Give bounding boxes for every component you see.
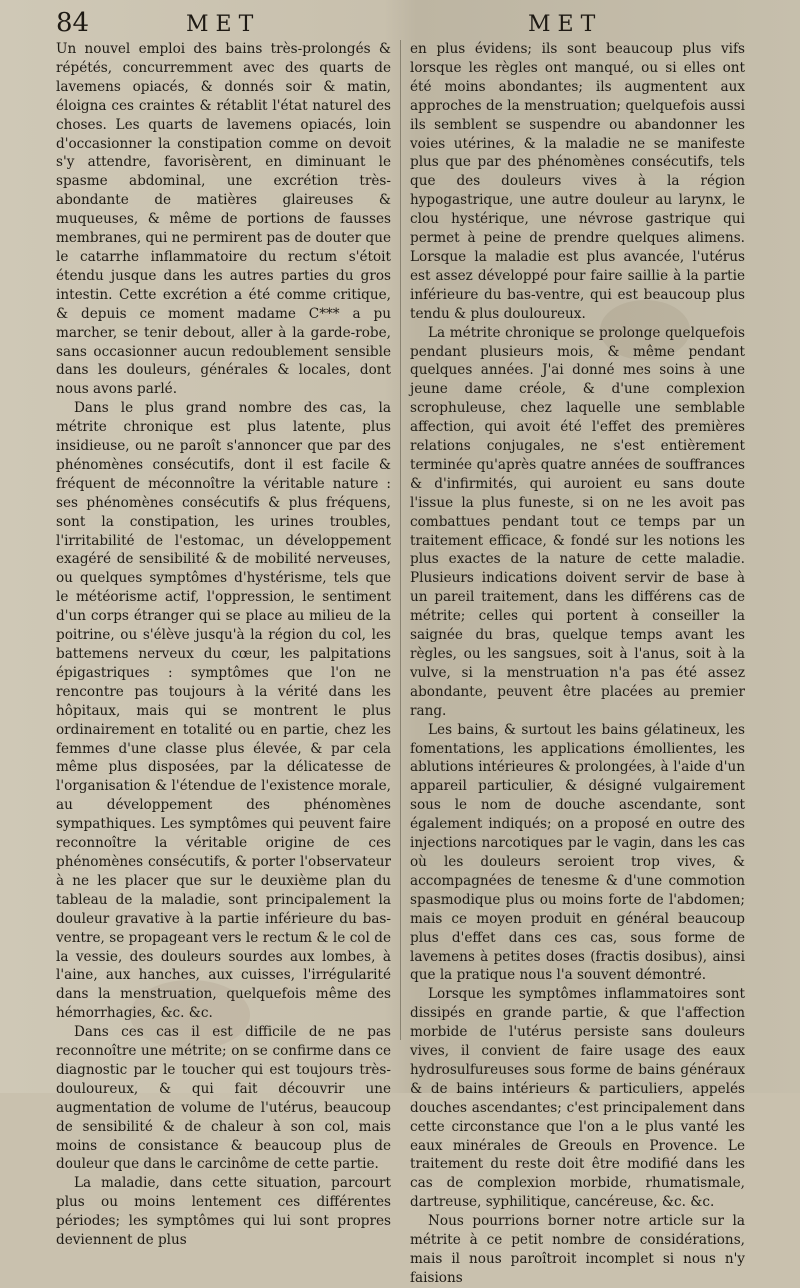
- running-head-left: MET: [186, 12, 261, 37]
- running-head-right: MET: [528, 12, 603, 37]
- paragraph: Dans ces cas il est difficile de ne pas reconnoître une métrite; on se confirme dans ce diagnostic par le toucher qui est toujours très-douloureux, & qui fait découvrir une augmentation de volume de l'utérus, beaucoup de sensibilité & de chaleur à son col, mais moins de consistance & beaucoup plus de douleur que dans le carcinôme de cette partie.: [56, 1024, 391, 1173]
- column-divider: [400, 40, 401, 1040]
- paragraph: Un nouvel emploi des bains très-prolongés & répétés, concurremment avec des quarts de lavemens opiacés, & donnés soir & matin, éloigna ces craintes & rétablit l'état naturel des choses. Les quarts de lavemens opiacés, loin d'occasionner la constipation comme on devoit s'y attendre, favorisèrent, en diminuant le spasme abdominal, une excrétion très-abondante de matières glaireuses & muqueuses, & même de portions de fausses membranes, qui ne permirent pas de douter que le catarrhe inflammatoire du rectum s'étoit étendu jusque dans les autres parties du gros intestin. Cette excrétion a été comme critique, & depuis ce moment madame C*** a pu marcher, se tenir debout, aller à la garde-robe, sans occasionner aucun redoublement sensible dans les douleurs, générales & locales, dont nous avons parlé.: [56, 41, 391, 398]
- paragraph: en plus évidens; ils sont beaucoup plus vifs lorsque les règles ont manqué, ou si elles ont été moins abondantes; ils augmentent aux approches de la menstruation; quelquefois aussi ils semblent se suspendre ou abandonner les voies utérines, & la maladie ne se manifeste plus que par des phénomènes consécutifs, tels que des douleurs vives à la région hypogastrique, une autre douleur au larynx, le clou hystérique, une névrose gastrique qui permet à peine de prendre quelques alimens. Lorsque la maladie est plus avancée, l'utérus est assez développé pour faire saillie à la partie inférieure du bas-ventre, qui est beaucoup plus tendu & plus douloureux.: [410, 41, 745, 322]
- paragraph: Nous pourrions borner notre article sur la métrite à ce petit nombre de considérations, mais il nous paroîtroit incomplet si nous n'y faisions: [410, 1213, 745, 1286]
- left-column: [56, 40, 391, 1250]
- paragraph: La maladie, dans cette situation, parcourt plus ou moins lentement ces différentes périodes; les symptômes qui lui sont propres deviennent de plus: [56, 1175, 391, 1249]
- paragraph: Les bains, & surtout les bains gélatineux, les fomentations, les applications émollientes, les ablutions intérieures & prolongées, à l'aide d'un appareil particulier, & désigné vulgairement sous le nom de douche ascendante, sont également indiqués; on a proposé en outre des injections narcotiques par le vagin, dans les cas où les douleurs seroient trop vives, & accompagnées de tenesme & d'une commotion spasmodique plus ou moins forte de l'abdomen; mais ce moyen produit en général beaucoup plus d'effet dans ces cas, sous forme de lavemens à petites doses (fractis dosibus), ainsi que la pratique nous l'a souvent démontré.: [410, 721, 745, 984]
- page-number: 84: [56, 8, 90, 38]
- page-header: [0, 8, 800, 44]
- right-column: [410, 40, 745, 1288]
- paragraph: Lorsque les symptômes inflammatoires sont dissipés en grande partie, & que l'affection morbide de l'utérus persiste sans douleurs vives, il convient de faire usage des eaux hydrosulfureuses sous forme de bains généraux & de bains intérieurs & particuliers, appelés douches ascendantes; c'est principalement dans cette circonstance que l'on a le plus vanté les eaux minérales de Greouls en Provence. Le traitement du reste doit être modifié dans les cas de complexion morbide, rhumatismale, dartreuse, syphilitique, cancéreuse, &c. &c.: [410, 986, 745, 1211]
- paragraph: La métrite chronique se prolonge quelquefois pendant plusieurs mois, & même pendant quelques années. J'ai donné mes soins à une jeune dame créole, & d'une complexion scrophuleuse, chez laquelle une semblable affection, qui avoit été l'effet des premières relations conjugales, ne s'est entièrement terminée qu'après quatre années de souffrances & d'infirmités, qui auroient eu sans doute l'issue la plus funeste, si on ne les avoit pas combattues pendant tout ce temps par un traitement efficace, & fondé sur les notions les plus exactes de la nature de cette maladie. Plusieurs indications doivent servir de base à un pareil traitement, dans les différens cas de métrite; celles qui portent à conseiller la saignée du bras, quelque temps avant les règles, ou les sangsues, soit à l'anus, soit à la vulve, si la menstruation n'a pas été assez abondante, peuvent être placées au premier rang.: [410, 324, 745, 719]
- paragraph: Dans le plus grand nombre des cas, la métrite chronique est plus latente, plus insidieuse, ou ne paroît s'annoncer que par des phénomènes consécutifs, dont il est facile & fréquent de méconnoître la véritable nature : ses phénomènes consécutifs & plus fréquens, sont la constipation, les urines troubles, l'irritabilité de l'estomac, un développement exagéré de sensibilité & de mobilité nerveuses, ou quelques symptômes d'hystérisme, tels que le météorisme actif, l'oppression, le sentiment d'un corps étranger qui se place au milieu de la poitrine, ou s'élève jusqu'à la région du col, les battemens nerveux du cœur, les palpitations épigastriques : symptômes que l'on ne rencontre pas toujours à la vérité dans les hôpitaux, mais qui se montrent le plus ordinairement en totalité ou en partie, chez les femmes d'une classe plus élevée, & par cela même plus disposées, par la délicatesse de l'organisation & l'étendue de l'existence morale, au développement des phénomènes sympathiques. Les symptômes qui peuvent faire reconnoître la véritable origine de ces phénomènes consécutifs, & porter l'observateur à ne les placer que sur le deuxième plan du tableau de la maladie, sont principalement la douleur gravative à la partie inférieure du bas-ventre, se propageant vers le rectum & le col de la vessie, des douleurs sourdes aux lombes, à l'aine, aux hanches, aux cuisses, l'irrégularité dans la menstruation, quelquefois même des hémorrhagies, &c. &c.: [56, 400, 391, 1022]
